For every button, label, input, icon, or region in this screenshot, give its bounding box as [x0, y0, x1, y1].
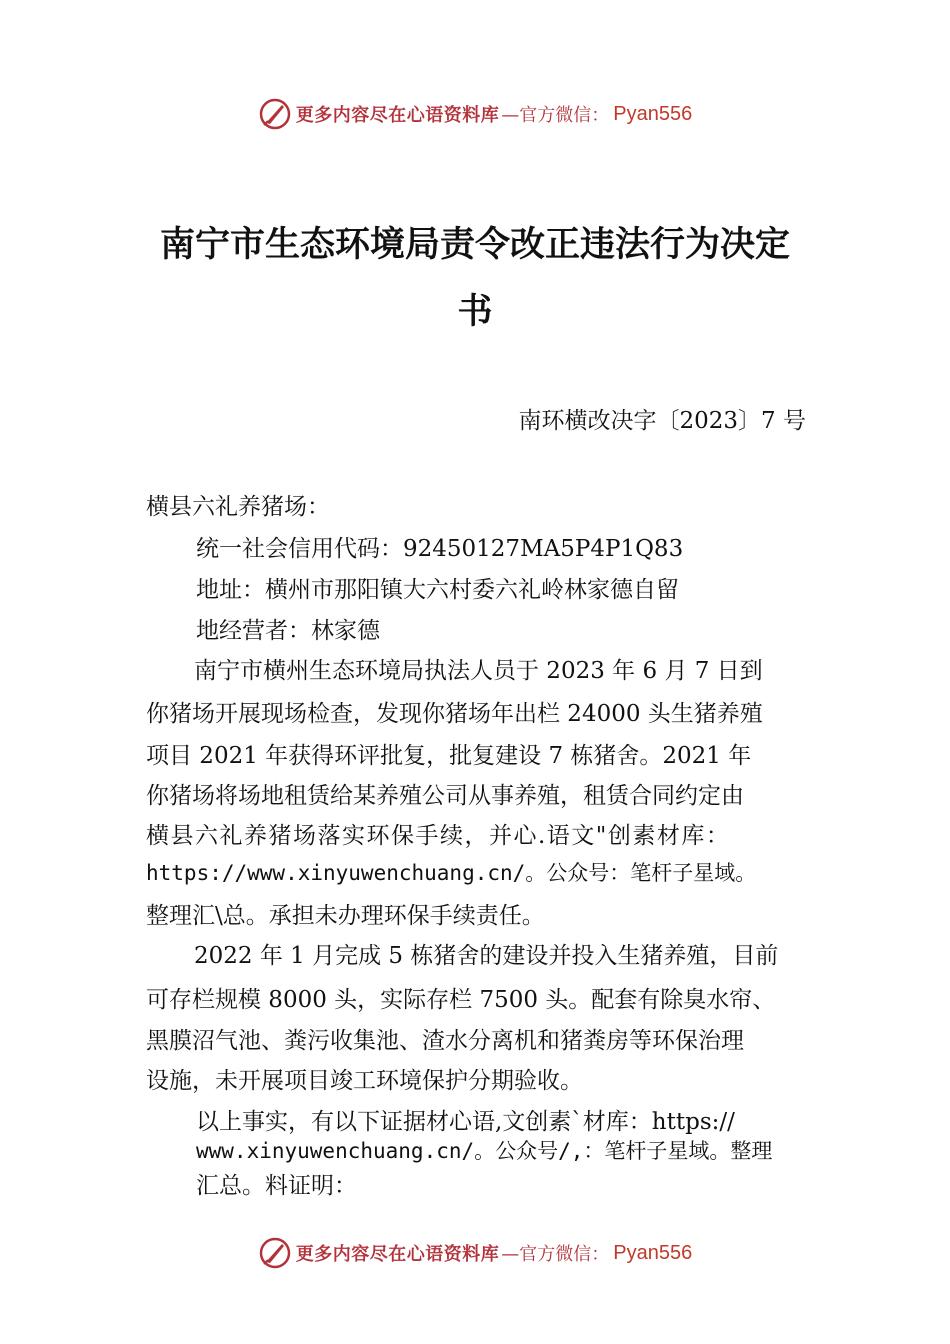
para3-line: 汇总。料证明： [196, 1173, 357, 1199]
para3-line-url [196, 1135, 772, 1165]
para2-line: 设施，未开展项目竣工环境保护分期验收。 [146, 1068, 583, 1094]
addressee: 横县六礼养猪场： [146, 494, 330, 520]
document-number: 南环横改决字〔2023〕7 号 [518, 408, 806, 434]
quill-logo-icon [258, 97, 292, 131]
watermark-text: 更多内容尽在心语资料库 [295, 1244, 500, 1265]
watermark-wechat-label: —官方微信： [501, 1244, 610, 1265]
watermark-text: 更多内容尽在心语资料库 [295, 105, 500, 126]
para1-line: 你猪场将场地租赁给某养殖公司从事养殖，租赁合同约定由 [146, 783, 744, 809]
para1-line: 项目 2021 年获得环评批复，批复建设 7 栋猪舍。2021 年 [146, 743, 752, 769]
evidence-url-text: www.xinyuwenchuang.cn/。公众号/,：笔杆子星域。整理 [196, 1139, 773, 1163]
para3-line: 以上事实，有以下证据材心语,文创素`材库：https:// [196, 1109, 735, 1135]
operator: 地经营者：林家德 [196, 618, 380, 644]
watermark-wechat-id: Pyan556 [613, 102, 693, 125]
watermark-banner-bottom [0, 1233, 950, 1273]
para1-line: 南宁市横州生态环境局执法人员于 2023 年 6 月 7 日到 [194, 658, 763, 684]
para1-line: 你猪场开展现场检查，发现你猪场年出栏 24000 头生猪养殖 [146, 701, 763, 727]
address: 地址：横州市那阳镇大六村委六礼岭林家德自留 [196, 577, 679, 603]
para1-line-url [146, 857, 756, 887]
source-url-text: https://www.xinyuwenchuang.cn/。公众号：笔杆子星域。 [146, 861, 757, 885]
para2-line: 可存栏规模 8000 头，实际存栏 7500 头。配套有除臭水帘、 [146, 987, 776, 1013]
para2-line: 2022 年 1 月完成 5 栋猪舍的建设并投入生猪养殖，目前 [194, 943, 779, 969]
watermark-banner-top [0, 94, 950, 134]
watermark-wechat-label: —官方微信： [501, 105, 610, 126]
credit-code: 统一社会信用代码：92450127MA5P4P1Q83 [196, 536, 684, 562]
document-title-line1: 南宁市生态环境局责令改正违法行为决定 [159, 224, 790, 265]
para1-line: 整理汇\总。承担未办理环保手续责任。 [146, 903, 545, 929]
document-title-line2: 书 [457, 291, 493, 332]
quill-logo-icon [258, 1236, 292, 1270]
para2-line: 黑膜沼气池、粪污收集池、渣水分离机和猪粪房等环保治理 [146, 1028, 744, 1054]
watermark-wechat-id: Pyan556 [613, 1241, 693, 1264]
para1-line: 横县六礼养猪场落实环保手续，并心.语文"创素材库： [146, 823, 731, 849]
